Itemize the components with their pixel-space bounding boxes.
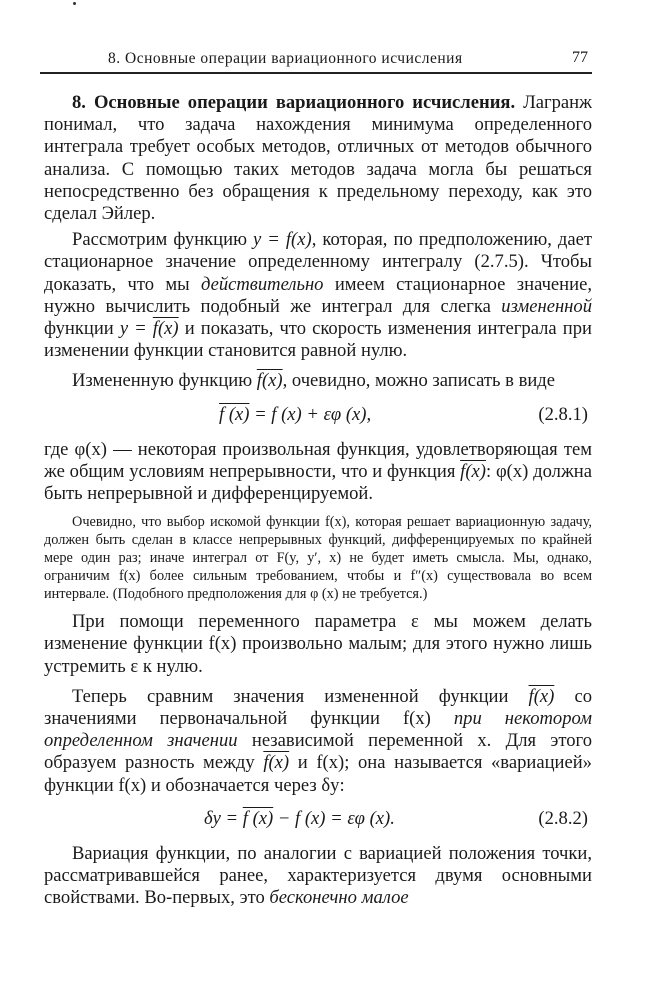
p7-text-a: Вариация функции, по аналогии с вариацией положения точки, рассматривавшейся ранее, характеризуется двумя основными свойствами. Во-первых, это — [44, 842, 592, 909]
p6-text-d: и f(x); она называется «вариацией» функции f(x) и обозначается через δy: — [44, 752, 592, 796]
page-header — [40, 47, 592, 73]
paragraph-7 — [44, 843, 592, 910]
p2-text-a: Рассмотрим функцию — [72, 229, 254, 251]
equation-2-8-2-body — [204, 808, 395, 830]
footnote-remark: Очевидно, что выбор искомой функции f(x), которая решает вариационную задачу, должен быть сделан в классе непрерывных функций, дифференцируемых по крайней мере один раз; иначе интеграл от F(y, y′, x) не будет иметь смысла. Мы, однако, ограничим f(x) более сильным требованием, чтобы и f″(x) существовала во всем интервале. (Подобного предположения для φ (x) не требуется.) — [44, 514, 592, 603]
p2-math-1: y = f(x) — [253, 229, 312, 251]
equation-number: (2.8.1) — [538, 403, 588, 425]
p6-text-b: со значениями первоначальной функции f(x) — [44, 685, 592, 730]
equation-2-8-1-body — [219, 404, 371, 426]
p3-text-b: , очевидно, можно записать в виде — [282, 370, 556, 392]
p4-math-1: f(x) — [460, 460, 486, 482]
p6-math-2: f(x) — [263, 752, 290, 774]
p6-emphasis-1: при некотором определенном значении — [44, 708, 592, 752]
p2-text-e: и показать, что скорость изменения интеграла при изменении функции становится равной нулю. — [44, 318, 592, 362]
p4-text-b: : φ(x) должна быть непрерывной и дифференцируемой. — [44, 460, 592, 505]
p6-text-a: Теперь сравним значения измененной функции — [72, 685, 529, 707]
p3-math-1: f(x) — [256, 370, 283, 392]
paragraph-1 — [44, 92, 592, 225]
p2-math-2b: f(x) — [152, 318, 179, 340]
paragraph-4 — [44, 439, 592, 506]
p2-text-d: функции — [44, 318, 120, 340]
p2-text-b: , которая, по предположению, дает стационарное значение определенному интегралу (2.7.5). Чтобы доказать, что мы — [44, 229, 592, 295]
p6-text-c: независимой переменной x. Для этого образуем разность между — [44, 730, 592, 774]
p7-emphasis-1: бесконечно малое — [269, 887, 409, 909]
paragraph-6 — [44, 686, 592, 797]
section-heading: 8. Основные операции вариационного исчисления. — [72, 92, 516, 113]
paragraph-5: При помощи переменного параметра ε мы можем делать изменение функции f(x) произвольно малым; для этого нужно лишь устремить ε к нулю. — [44, 611, 592, 677]
p4-text-a: где φ(x) — некоторая произвольная функция, удовлетворяющая тем же общим условиям непрерывности, что и функция — [44, 438, 592, 482]
equation-2-8-2 — [44, 799, 592, 839]
eq2-over: f (x) — [242, 807, 274, 829]
eq2-pre: δy = — [204, 807, 243, 829]
p2-math-2a: y = — [119, 318, 153, 340]
paragraph-2 — [44, 229, 592, 362]
paragraph-3 — [44, 370, 592, 392]
print-speck — [73, 2, 76, 5]
p2-text-c: имеем стационарное значение, нужно вычислить подобный же интеграл для слегка — [44, 273, 592, 317]
p3-text-a: Измененную функцию — [72, 370, 257, 392]
p6-math-1: f(x) — [528, 685, 555, 707]
header-rule — [40, 72, 592, 74]
p2-emphasis-1: действительно — [200, 273, 324, 295]
eq2-rhs: − f (x) = εφ (x). — [273, 807, 395, 829]
paragraph-1-text: Лагранж понимал, что задача нахождения минимума определенного интеграла требует особых методов, отличных от методов обычного анализа. С помощью таких методов задача могла бы решаться непосредственно без обращения к предельному переходу, как это сделал Эйлер. — [44, 92, 592, 225]
eq1-rhs: = f (x) + εφ (x), — [249, 403, 372, 425]
page-body — [44, 92, 592, 909]
running-title: 8. Основные операции вариационного исчисления — [108, 50, 463, 67]
eq1-lhs: f (x) — [219, 403, 250, 425]
equation-number: (2.8.2) — [538, 807, 588, 829]
p2-emphasis-2: измененной — [501, 295, 592, 317]
equation-2-8-1 — [44, 395, 592, 435]
page-number: 77 — [572, 49, 588, 66]
